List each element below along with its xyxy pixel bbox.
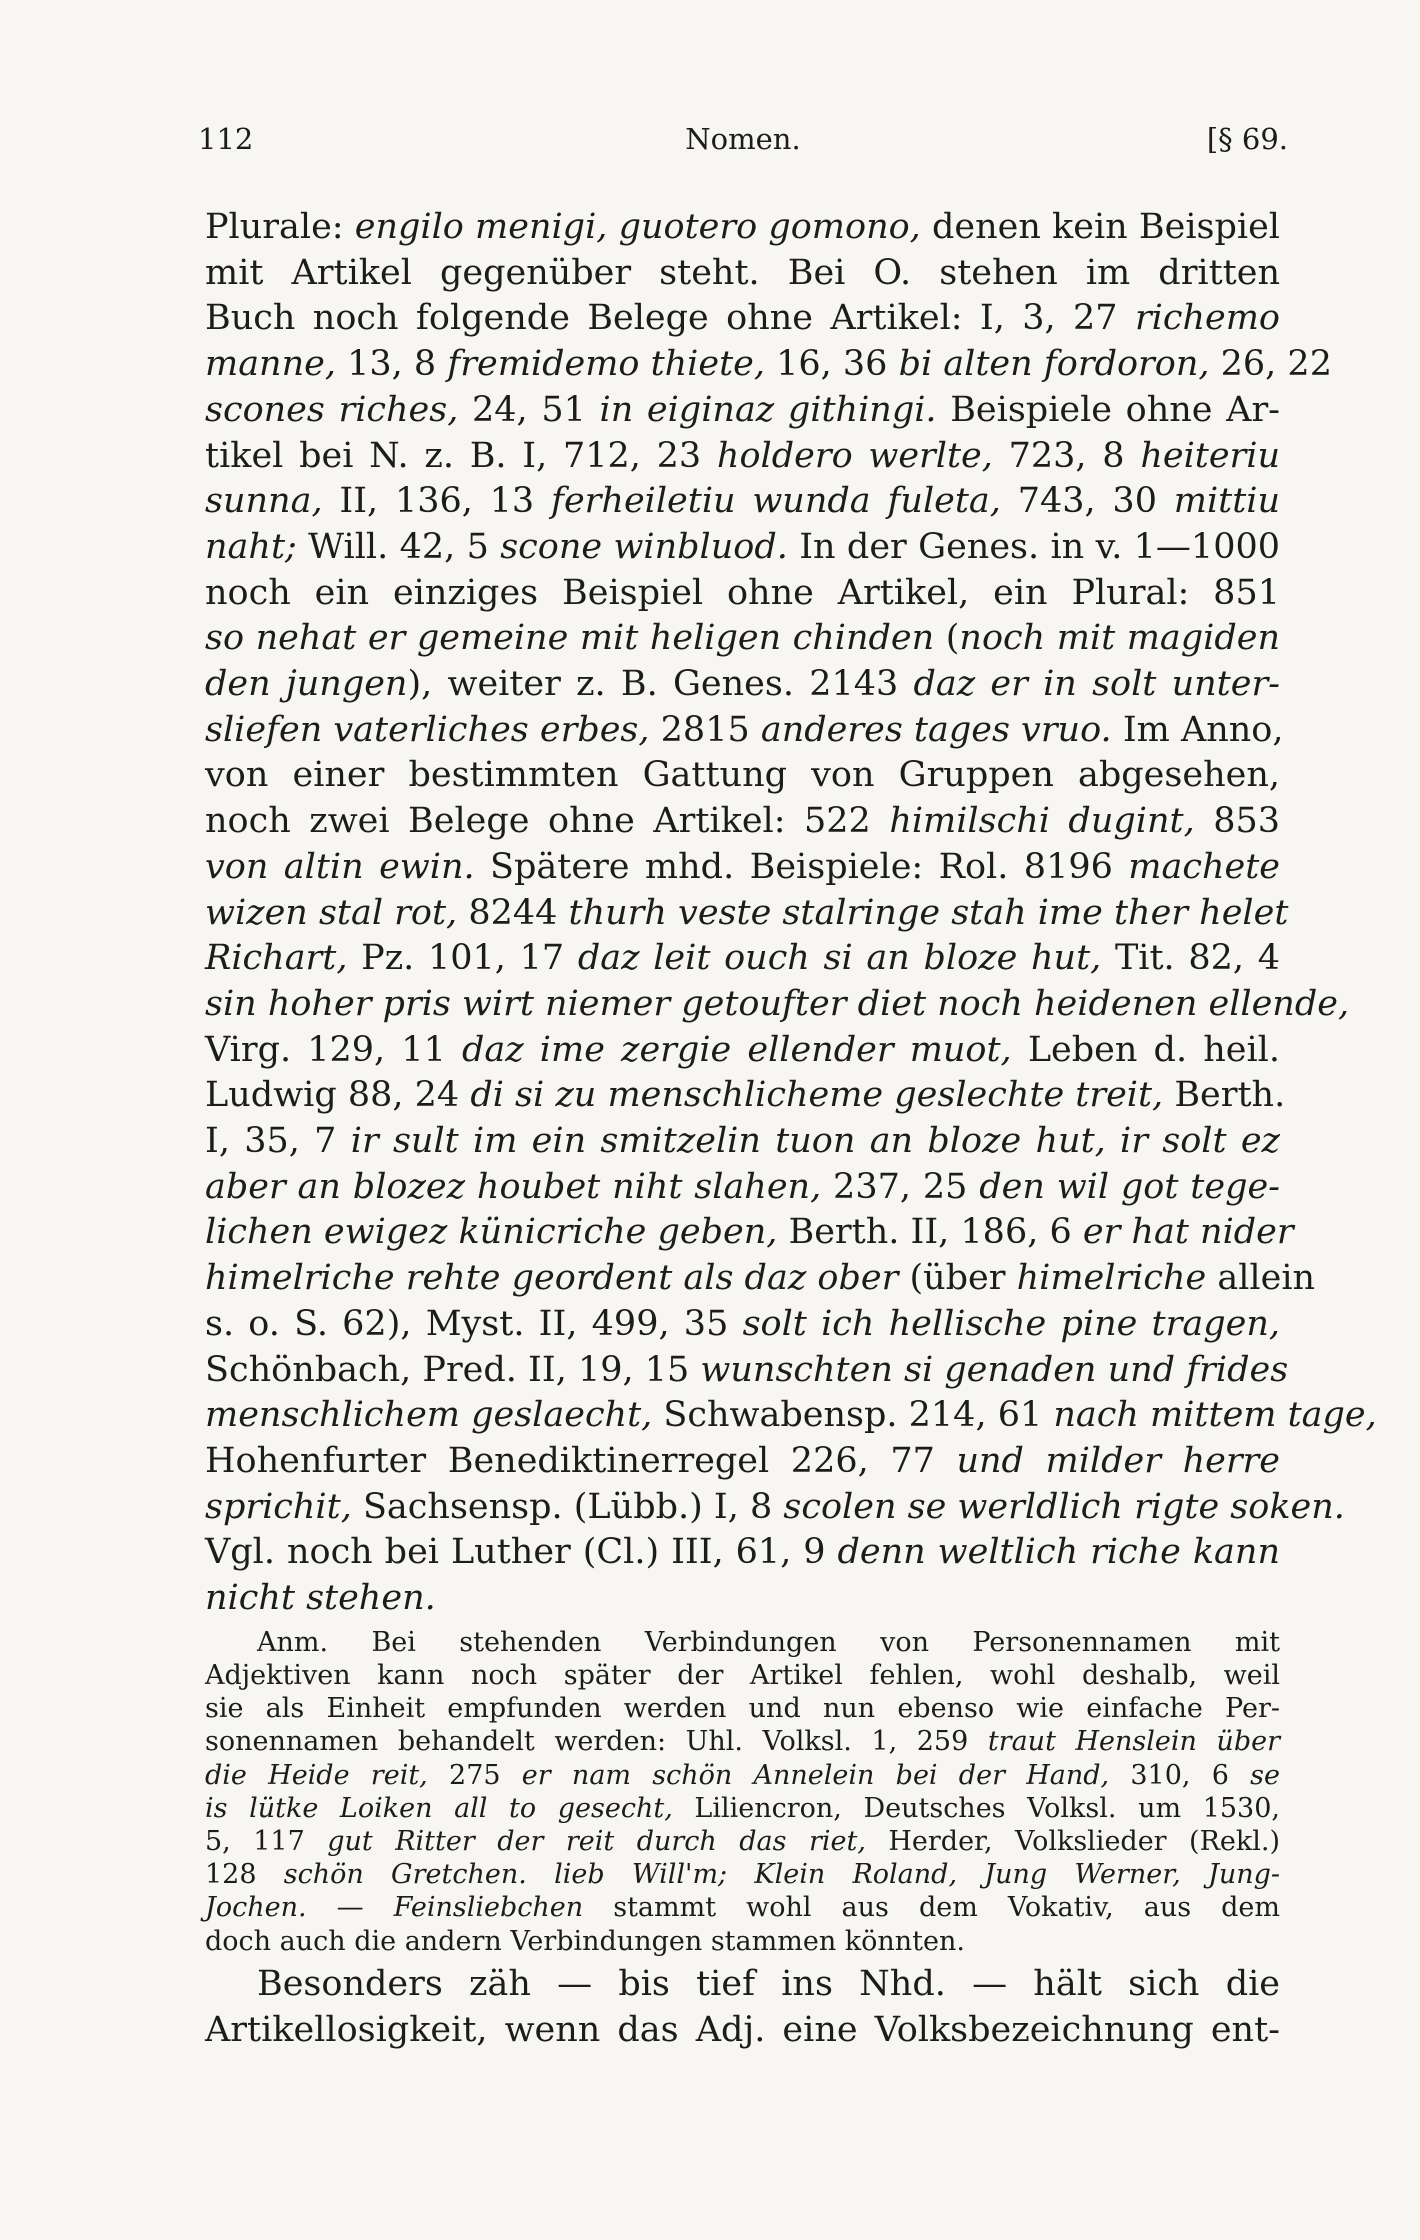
text-run: II, 136, 13 [322, 481, 551, 522]
text-run: Hohenfurter Benediktinerregel 226, 77 [205, 1440, 957, 1481]
italic-citation: sin hoher pris wirt niemer getoufter diet noch heidenen ellende, [205, 983, 1350, 1024]
italic-citation: himilschi dugint, [889, 801, 1195, 842]
paragraph-1-line [205, 753, 1280, 799]
italic-citation: ferheiletiu wunda fuleta, [551, 481, 1001, 522]
paragraph-1-line [205, 662, 1280, 708]
italic-citation: Feinsliebchen [393, 1892, 584, 1924]
text-run: Sachsensp. (Lübb.) I, 8 [351, 1486, 784, 1527]
page-number: 112 [198, 122, 254, 156]
text-run: I, 35, 7 [205, 1121, 351, 1162]
paragraph-1-line [205, 1119, 1280, 1165]
text-run: Tit. 82, 4 [1101, 938, 1280, 979]
text-run: Virg. 129, 11 [205, 1029, 462, 1070]
text-run: 237, 25 [821, 1166, 980, 1207]
annotation-note [205, 1626, 1280, 1958]
italic-citation: nicht stehen. [205, 1578, 436, 1619]
text-run: Pz. 101, 17 [347, 938, 578, 979]
italic-citation: noch mit magiden [959, 618, 1281, 659]
paragraph-1-line [205, 936, 1280, 982]
italic-citation: nach mittem tage, [1053, 1395, 1377, 1436]
text-run: stammt wohl aus dem Vokativ, aus dem [583, 1892, 1280, 1924]
text-run: sie als Einheit empfunden werden und nun ebenso wie einfache Per- [205, 1693, 1280, 1725]
text-run: Besonders zäh — bis tief ins Nhd. — hält sich die [257, 1963, 1280, 2004]
text-run: 853 [1194, 801, 1280, 842]
paragraph-1-line [205, 571, 1280, 617]
italic-citation: richemo [1134, 298, 1280, 339]
text-run: Spätere mhd. Beispiele: Rol. 8196 [474, 846, 1129, 887]
text-run: Will. 42, 5 [296, 526, 501, 567]
italic-citation: scolen se werldlich rigte soken. [783, 1486, 1345, 1527]
italic-citation: gut Ritter der reit durch das riet, [327, 1826, 866, 1858]
text-run: von einer bestimmten Gattung von Gruppen abgesehen, [205, 755, 1280, 796]
paragraph-continuation [205, 1962, 1280, 2053]
paragraph-1-line [205, 799, 1280, 845]
italic-citation: naht; [205, 526, 297, 567]
italic-citation: sprichit, [205, 1486, 352, 1527]
note-line [205, 1858, 1280, 1891]
paragraph-2-line [205, 1962, 1280, 2008]
text-run: tikel bei N. z. B. I, 712, 23 [205, 435, 717, 476]
paragraph-1-line [205, 616, 1280, 662]
text-run: 5, 117 [205, 1826, 328, 1858]
text-run: Beispiele ohne Ar- [936, 389, 1280, 430]
italic-citation: engilo menigi, guotero gomono, [354, 207, 921, 247]
text-run: Artikellosigkeit, wenn das Adj. eine Volksbezeichnung ent- [205, 2009, 1280, 2050]
text-run: doch auch die andern Verbindungen stammen könnten. [205, 1925, 965, 1957]
text-run: Plurale: [205, 207, 355, 247]
italic-citation: in eiginaz githingi. [599, 389, 937, 430]
text-run: In der Genes. in v. 1—1000 [787, 526, 1280, 567]
text-run: mit Artikel gegenüber steht. Bei O. stehen im dritten [205, 252, 1280, 293]
text-run: sonennamen behandelt werden: Uhl. Volksl. 1, 259 [205, 1726, 988, 1758]
note-line [205, 1925, 1280, 1958]
italic-citation: heiteriu [1140, 435, 1281, 476]
italic-citation: daz er in solt unter- [913, 664, 1281, 705]
note-line [205, 1891, 1280, 1924]
italic-citation: anderes tages vruo. [760, 709, 1112, 750]
italic-citation: manne, [205, 344, 336, 385]
text-run: Adjektiven kann noch später der Artikel fehlen, wohl deshalb, weil [205, 1660, 1280, 1691]
note-line [205, 1692, 1280, 1725]
italic-citation: scone winbluod. [500, 526, 788, 567]
paragraph-1-line [205, 1165, 1280, 1211]
text-run: Vgl. noch bei Luther (Cl.) III, 61, 9 [205, 1532, 838, 1573]
running-header [198, 122, 1288, 166]
italic-citation: menschlichem geslaecht, [205, 1395, 653, 1436]
text-run: 743, 30 [1000, 481, 1174, 522]
italic-citation: den wil got tege- [979, 1166, 1281, 1207]
italic-citation: lichen ewigez künicriche geben, [205, 1212, 778, 1253]
text-run: Leben d. heil. [1011, 1029, 1280, 1070]
italic-citation: Richart, [205, 938, 348, 979]
italic-citation: denn weltlich riche kann [837, 1532, 1280, 1573]
italic-citation: daz leit ouch si an bloze hut, [577, 938, 1102, 979]
paragraph-1-line [205, 388, 1280, 434]
italic-citation: ir sult im ein smitzelin tuon an bloze hut, ir solt ez [350, 1121, 1281, 1162]
text-run: Ludwig 88, 24 [205, 1075, 471, 1116]
text-run: 16, 36 [765, 344, 899, 385]
section-marker: [§ 69. [1206, 122, 1288, 156]
italic-citation: is lütke Loiken all to gesecht, [205, 1792, 673, 1824]
paragraph-1-line [205, 1393, 1377, 1439]
paragraph-1-line [205, 479, 1280, 525]
paragraph-2-line [205, 2008, 1280, 2054]
text-run: 723, 8 [992, 435, 1141, 476]
paragraph-1-line [205, 342, 1332, 388]
paragraph-1-line [205, 1485, 1345, 1531]
text-run: Anm. Bei stehenden Verbindungen von Personennamen mit [257, 1626, 1280, 1658]
italic-citation: von altin ewin. [205, 846, 475, 887]
text-run: 8244 [457, 892, 569, 933]
italic-citation: holdero werlte, [716, 435, 993, 476]
paragraph-1-line [205, 296, 1280, 342]
text-run: s. o. S. 62), Myst. II, 499, 35 [205, 1303, 743, 1344]
italic-citation: er nam schön Annelein bei der Hand, [521, 1759, 1110, 1791]
italic-citation: di si zu menschlicheme geslechte treit, [470, 1075, 1164, 1116]
paragraph-1-line [205, 525, 1280, 571]
italic-citation: er hat nider [1082, 1212, 1294, 1253]
text-run: 128 [205, 1859, 284, 1891]
italic-citation: bi alten fordoron, [898, 344, 1210, 385]
italic-citation: sliefen vaterliches erbes, [205, 709, 650, 750]
text-run: 26, 22 [1209, 344, 1332, 385]
italic-citation: traut Henslein über [987, 1726, 1280, 1758]
text-run: Buch noch folgende Belege ohne Artikel: I, 3, 27 [205, 298, 1135, 339]
paragraph-1-line [205, 1576, 1280, 1622]
italic-citation: himelriche [1016, 1258, 1207, 1299]
paragraph-1-line [205, 1530, 1280, 1576]
page-body [205, 205, 1377, 2053]
text-run: (über [898, 1258, 1017, 1299]
italic-citation: mittiu [1173, 481, 1281, 522]
text-run: ( [934, 618, 960, 659]
italic-citation: himelriche rehte geordent als daz ober [205, 1258, 899, 1299]
italic-citation: und milder herre [956, 1440, 1280, 1481]
italic-citation: schön Gretchen. lieb Will'm; Klein Roland, Jung Werner, Jung- [283, 1859, 1281, 1891]
paragraph-1-line [205, 982, 1350, 1028]
paragraph-1-line [205, 434, 1280, 480]
italic-citation: thurh veste stalringe stah ime ther helet [568, 892, 1289, 933]
text-run: denen kein Beispiel [920, 207, 1280, 247]
paragraph-1-line [205, 708, 1284, 754]
italic-citation: solt ich hellische pine tragen, [742, 1303, 1280, 1344]
running-title: Nomen. [685, 122, 801, 156]
italic-citation: machete [1128, 846, 1280, 887]
italic-citation: aber an blozez houbet niht slahen, [205, 1166, 822, 1207]
paragraph-1-line [205, 1302, 1280, 1348]
text-run: 310, 6 [1109, 1759, 1251, 1791]
text-run: noch zwei Belege ohne Artikel: 522 [205, 801, 890, 842]
paragraph-1-line [205, 845, 1280, 891]
note-line [205, 1825, 1280, 1858]
italic-citation: wizen stal rot, [205, 892, 458, 933]
paragraph-1-line [205, 1073, 1286, 1119]
paragraph-1-line [205, 251, 1280, 297]
text-run: noch ein einziges Beispiel ohne Artikel, ein Plural: 851 [205, 572, 1280, 613]
italic-citation: wunschten si genaden und frides [700, 1349, 1289, 1390]
note-line [205, 1626, 1280, 1659]
text-run: Schwabensp. 214, 61 [652, 1395, 1054, 1436]
italic-citation: fremidemo thiete, [447, 344, 765, 385]
italic-citation: den jungen [205, 664, 408, 705]
paragraph-1-line [205, 891, 1289, 937]
text-run: 275 [427, 1759, 522, 1791]
paragraph-1-line [205, 1256, 1316, 1302]
text-run: 2815 [649, 709, 761, 750]
text-run: 13, 8 [335, 344, 448, 385]
text-run: 24, 51 [458, 389, 600, 430]
paragraph-main [205, 205, 1377, 1622]
paragraph-1-line [205, 205, 1280, 251]
note-line [205, 1725, 1280, 1758]
italic-citation: die Heide reit, [205, 1759, 428, 1791]
paragraph-1-line [205, 1348, 1289, 1394]
paragraph-1-line [205, 1439, 1280, 1485]
italic-citation: Jochen. [205, 1892, 307, 1924]
paragraph-1-line [205, 1028, 1280, 1074]
text-run: — [306, 1892, 394, 1924]
italic-citation: se [1250, 1759, 1281, 1791]
italic-citation: daz ime zergie ellender muot, [461, 1029, 1012, 1070]
italic-citation: scones riches, [205, 389, 459, 430]
text-run: Schönbach, Pred. II, 19, 15 [205, 1349, 701, 1390]
italic-citation: so nehat er gemeine mit heligen chinden [205, 618, 935, 659]
note-line [205, 1659, 1280, 1692]
text-run: Im Anno, [1111, 709, 1284, 750]
text-run: Berth. II, 186, 6 [777, 1212, 1083, 1253]
text-run: ), weiter z. B. Genes. 2143 [407, 664, 914, 705]
italic-citation: sunna, [205, 481, 323, 522]
text-run: Liliencron, Deutsches Volksl. um 1530, [672, 1792, 1280, 1824]
note-line [205, 1759, 1280, 1792]
text-run: Herder, Volkslieder (Rekl.) [865, 1826, 1281, 1858]
text-run: allein [1206, 1258, 1316, 1299]
note-line [205, 1792, 1280, 1825]
text-run: Berth. [1163, 1075, 1286, 1116]
paragraph-1-line [205, 1210, 1294, 1256]
